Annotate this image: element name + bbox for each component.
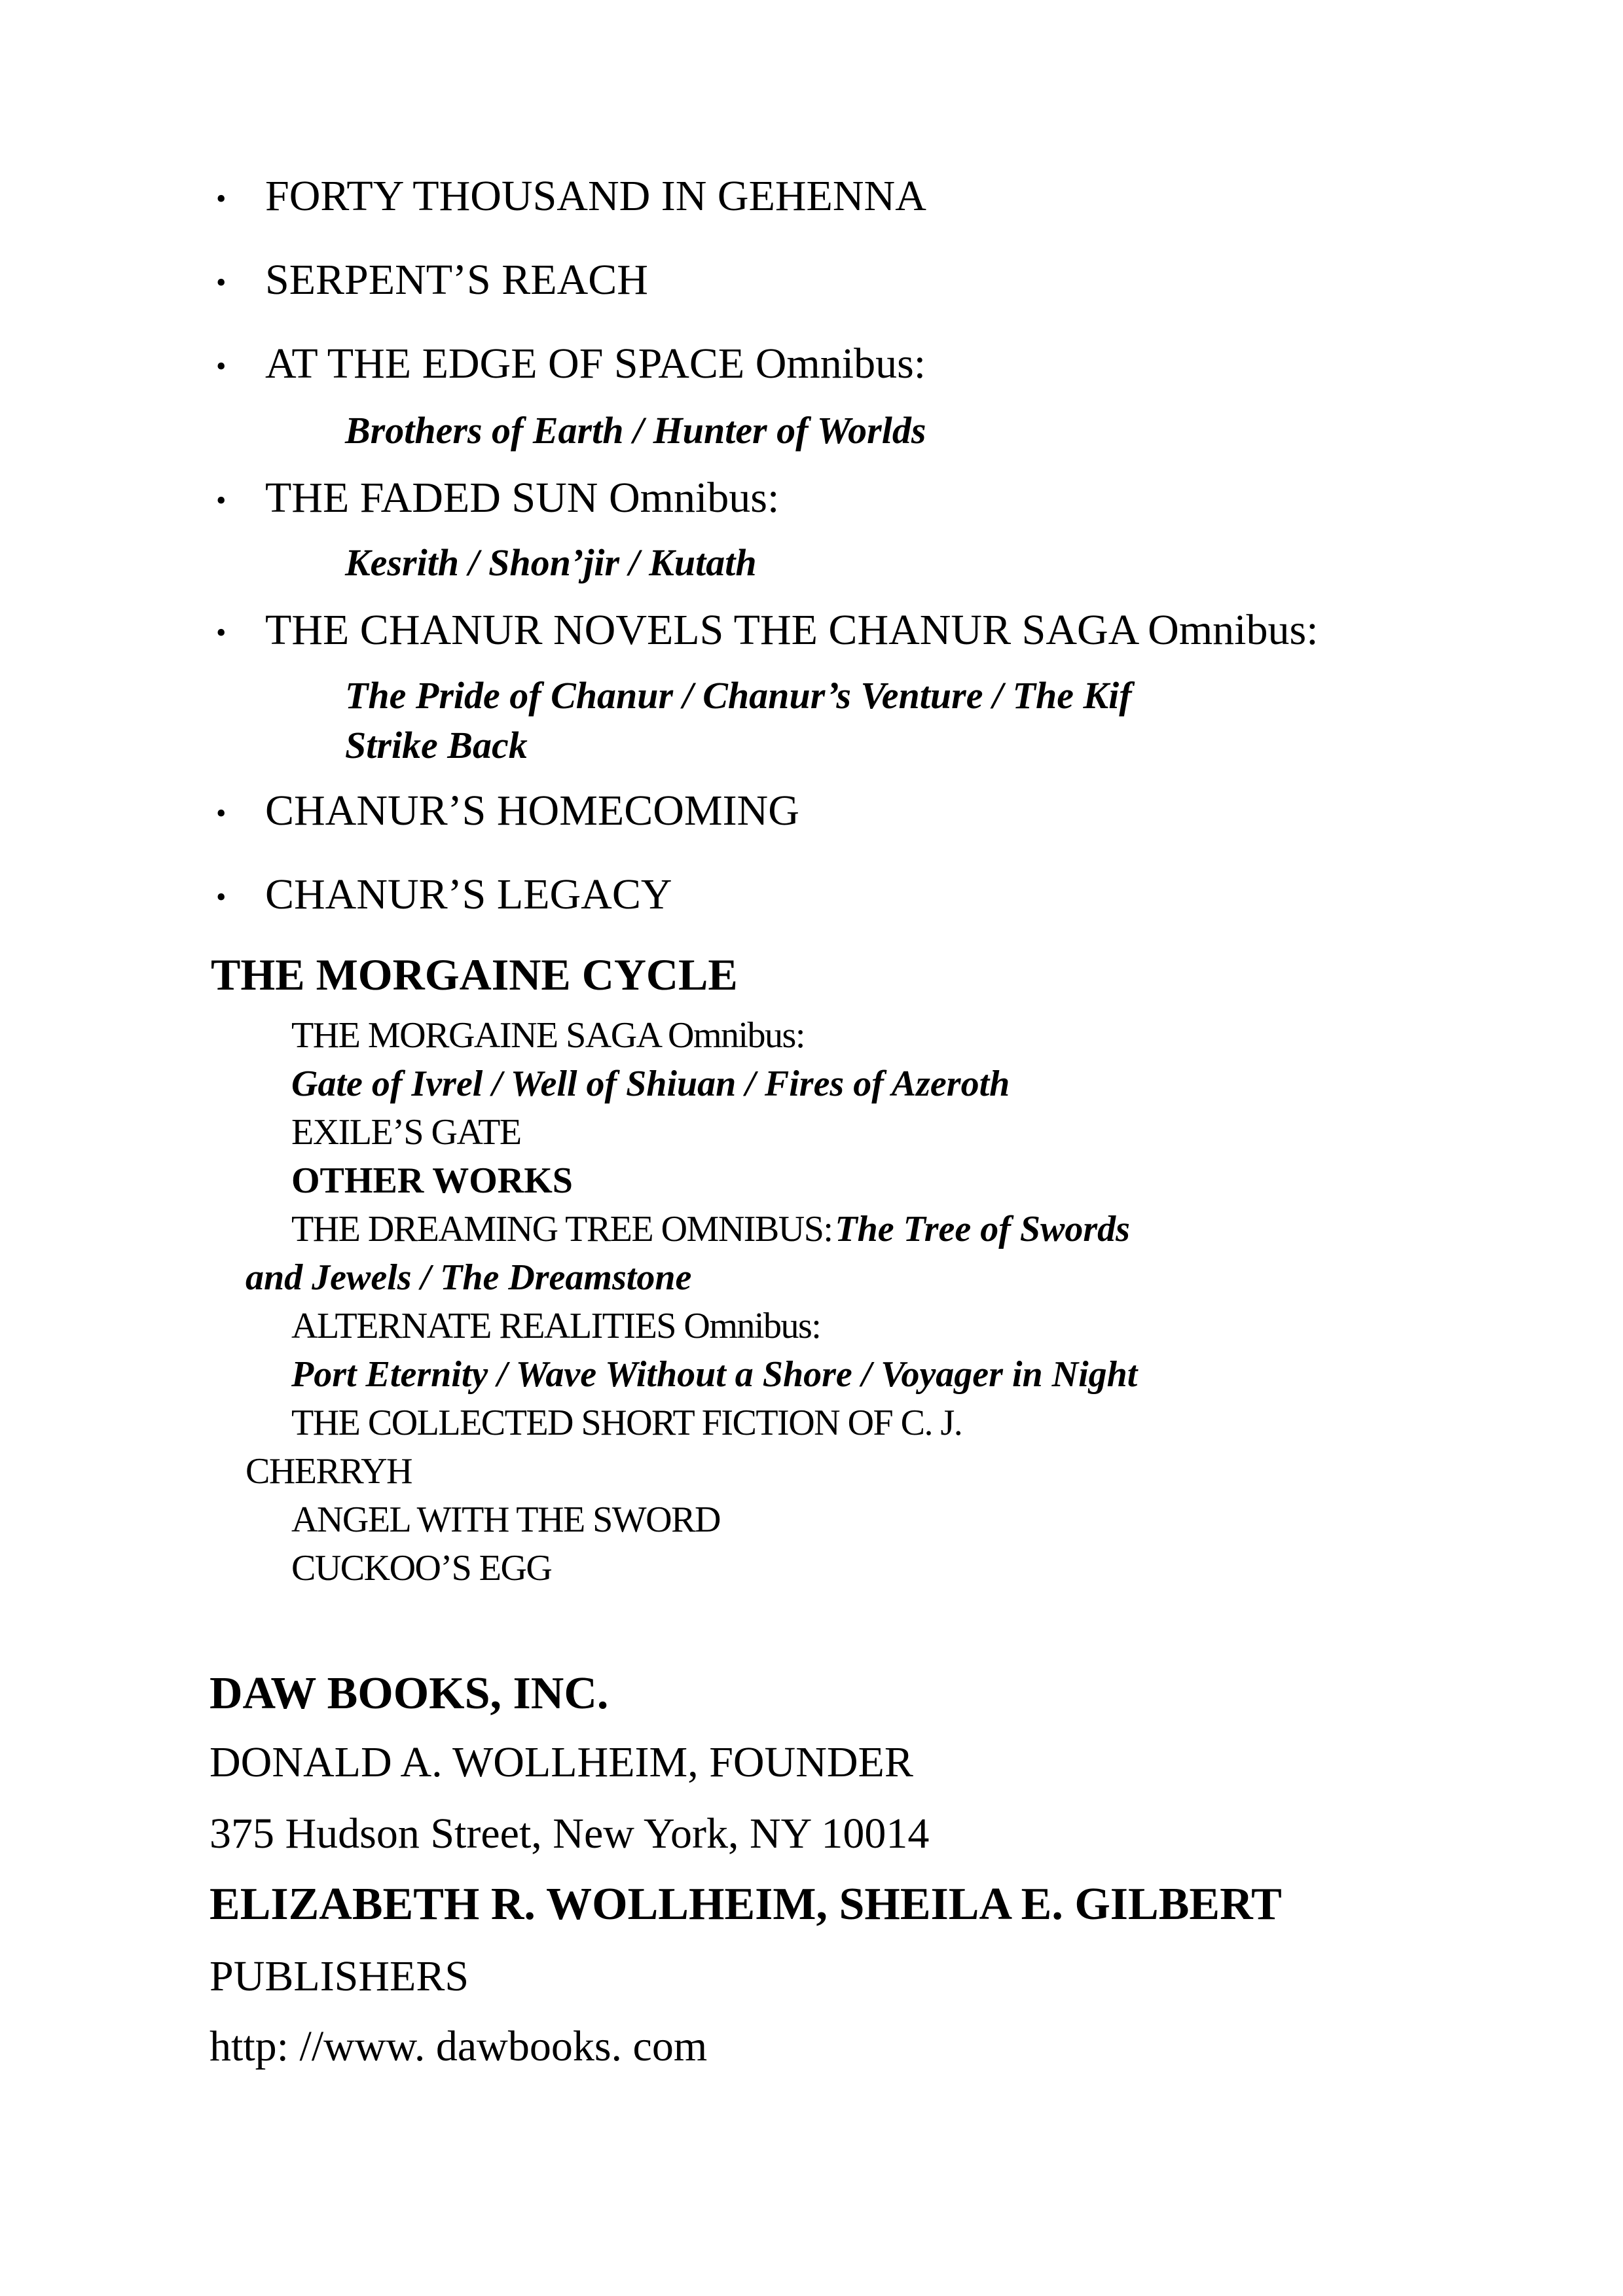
contents-chanur-saga-line2: Strike Back [345, 724, 528, 766]
publisher-founder: DONALD A. WOLLHEIM, FOUNDER [210, 1738, 913, 1786]
morgaine-saga-title: THE MORGAINE SAGA Omnibus: [291, 1015, 805, 1056]
title-chanurs-legacy: CHANUR’S LEGACY [265, 870, 672, 918]
bullet-icon: • [216, 350, 227, 382]
dreaming-tree-line1 [291, 1208, 1130, 1250]
bullet-icon: • [216, 484, 227, 516]
publisher-address: 375 Hudson Street, New York, NY 10014 [210, 1810, 930, 1857]
alternate-realities-contents: Port Eternity / Wave Without a Shore / Voyager in Night [291, 1354, 1138, 1395]
publisher-website[interactable]: http: //www. dawbooks. com [210, 2022, 708, 2070]
title-faded-sun: THE FADED SUN Omnibus: [265, 474, 780, 522]
cuckoos-egg: CUCKOO’S EGG [291, 1548, 552, 1588]
title-edge-of-space: AT THE EDGE OF SPACE Omnibus: [265, 340, 926, 387]
contents-edge-of-space: Brothers of Earth / Hunter of Worlds [345, 409, 926, 452]
other-works-heading: OTHER WORKS [291, 1160, 573, 1201]
dreaming-tree-title: THE DREAMING TREE OMNIBUS: [291, 1209, 833, 1249]
collected-fiction-line2: CHERRYH [246, 1451, 412, 1492]
publisher-name: DAW BOOKS, INC. [210, 1668, 609, 1719]
exiles-gate: EXILE’S GATE [291, 1112, 521, 1153]
collected-fiction-line1: THE COLLECTED SHORT FICTION OF C. J. [291, 1403, 962, 1443]
bullet-icon: • [216, 617, 227, 649]
bullet-icon: • [216, 183, 227, 215]
bullet-icon: • [216, 881, 227, 913]
contents-chanur-saga-line1: The Pride of Chanur / Chanur’s Venture / The Kif [345, 674, 1132, 717]
publishers-label: PUBLISHERS [210, 1952, 469, 2000]
title-chanurs-homecoming: CHANUR’S HOMECOMING [265, 787, 799, 834]
morgaine-heading: THE MORGAINE CYCLE [211, 950, 738, 999]
alternate-realities-title: ALTERNATE REALITIES Omnibus: [291, 1306, 821, 1346]
title-serpents-reach: SERPENT’S REACH [265, 256, 648, 304]
dreaming-tree-contents-part2: and Jewels / The Dreamstone [246, 1257, 692, 1298]
morgaine-saga-contents: Gate of Ivrel / Well of Shiuan / Fires of Azeroth [291, 1064, 1010, 1104]
bullet-icon: • [216, 266, 227, 298]
angel-with-the-sword: ANGEL WITH THE SWORD [291, 1499, 720, 1540]
bullet-icon: • [216, 797, 227, 829]
title-chanur-saga: THE CHANUR NOVELS THE CHANUR SAGA Omnibus: [265, 606, 1319, 654]
title-forty-thousand: FORTY THOUSAND IN GEHENNA [265, 172, 926, 220]
publishers-names: ELIZABETH R. WOLLHEIM, SHEILA E. GILBERT [210, 1879, 1282, 1929]
contents-faded-sun: Kesrith / Shon’jir / Kutath [345, 541, 757, 584]
dreaming-tree-contents-part1: The Tree of Swords [835, 1209, 1130, 1249]
